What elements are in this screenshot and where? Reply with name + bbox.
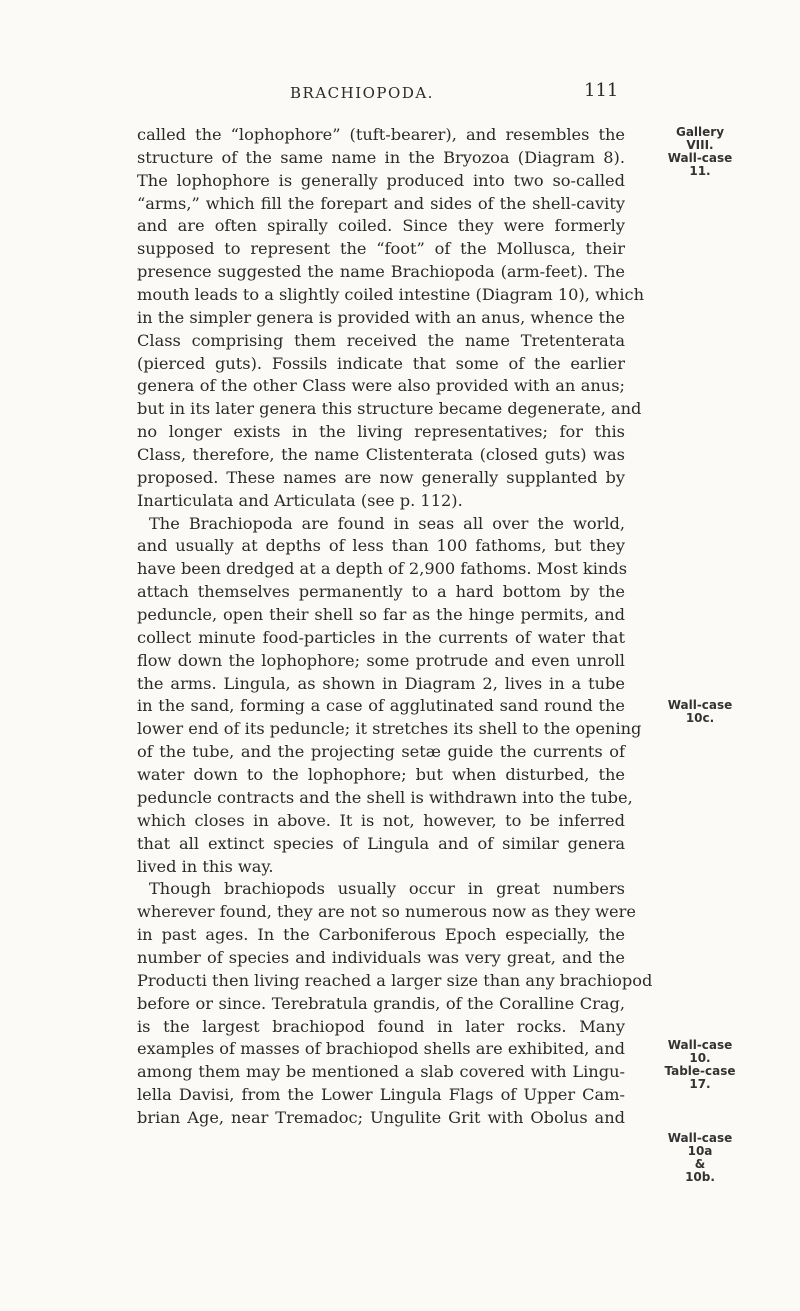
text-line: water down to the lophophore; but when disturbed, the [137,765,625,785]
text-line: peduncle contracts and the shell is withdrawn into the tube, [137,787,633,807]
margin-note-line: & [694,1157,706,1171]
text-line: have been dredged at a depth of 2,900 fathoms. Most kinds [137,559,628,579]
text-line: peduncle, open their shell so far as the hinge permits, and [137,605,625,625]
margin-note-line: 10. [689,1051,711,1065]
text-line: lived in this way. [137,856,274,876]
page-number: 111 [584,80,619,101]
text-line: among them may be mentioned a slab covered with Lingu- [137,1062,625,1082]
text-line: in the sand, forming a case of agglutinated sand round the [137,696,625,716]
margin-note-line: 17. [689,1077,711,1091]
text-line: examples of masses of brachiopod shells are exhibited, and [137,1039,625,1059]
text-line: in the simpler genera is provided with an anus, whence the [137,307,625,327]
margin-note-gallery [640,126,760,178]
text-line: lella Davisi, from the Lower Lingula Flags of Upper Cam- [137,1085,625,1105]
text-line: and are often spirally coiled. Since they were formerly [137,216,625,236]
text-line: attach themselves permanently to a hard bottom by the [137,582,625,602]
margin-note-wall-case-10 [640,1039,760,1091]
body-text [137,124,653,1130]
text-line: and usually at depths of less than 100 fathoms, but they [137,536,625,556]
text-line: before or since. Terebratula grandis, of the Coralline Crag, [137,993,625,1013]
text-line: flow down the lophophore; some protrude and even unroll [137,650,625,670]
margin-note-line: Table-case [664,1064,736,1078]
margin-note-line: Wall-case [667,1038,733,1052]
text-line: is the largest brachiopod found in later rocks. Many [137,1016,625,1036]
text-line: number of species and individuals was very great, and the [137,947,625,967]
margin-note-line: Wall-case [667,1131,733,1145]
margin-note-wall-case-10a-10b [640,1132,760,1184]
text-line: of the tube, and the projecting setæ guide the currents of [137,742,625,762]
text-line: wherever found, they are not so numerous now as they were [137,902,636,922]
text-line: Producti then living reached a larger size than any brachiopod [137,970,653,990]
text-line: (pierced guts). Fossils indicate that some of the earlier [137,353,625,373]
text-line: which closes in above. It is not, however, to be inferred [137,810,625,830]
margin-note-line: 10b. [685,1170,715,1184]
text-line: mouth leads to a slightly coiled intestine (Diagram 10), which [137,285,645,305]
text-line: lower end of its peduncle; it stretches its shell to the opening [137,719,642,739]
margin-note-wall-case-10c [640,699,760,725]
text-line: no longer exists in the living representatives; for this [137,422,625,442]
text-line: but in its later genera this structure became degenerate, and [137,399,642,419]
text-line: Class, therefore, the name Clistenterata (closed guts) was [137,445,625,465]
text-line: The lophophore is generally produced into two so-called [137,170,625,190]
text-line: supposed to represent the “foot” of the Mollusca, their [137,239,625,259]
margin-note-line: 10c. [685,711,715,725]
text-line: in past ages. In the Carboniferous Epoch especially, the [137,925,625,945]
text-line: Class comprising them received the name Tretenterata [137,330,625,350]
margin-note-line: Gallery [675,125,725,139]
text-line: presence suggested the name Brachiopoda (arm-feet). The [137,262,625,282]
running-head: BRACHIOPODA. [290,84,434,102]
text-line: collect minute food-particles in the currents of water that [137,627,625,647]
margin-note-line: VIII. [686,138,714,152]
text-line: called the “lophophore” (tuft-bearer), and resembles the [137,125,625,144]
text-line: Though brachiopods usually occur in great numbers [149,879,625,899]
margin-note-line: Wall-case [667,151,733,165]
text-line: brian Age, near Tremadoc; Ungulite Grit with Obolus and [137,1107,625,1127]
margin-note-line: 11. [689,164,711,178]
text-line: The Brachiopoda are found in seas all over the world, [149,513,625,533]
text-line: genera of the other Class were also provided with an anus; [137,376,625,396]
text-line: “arms,” which fill the forepart and sides of the shell-cavity [137,193,625,213]
text-line: proposed. These names are now generally supplanted by [137,467,625,487]
text-line: the arms. Lingula, as shown in Diagram 2, lives in a tube [137,673,625,693]
margin-note-line: Wall-case [667,698,733,712]
text-line: structure of the same name in the Bryozoa (Diagram 8). [137,147,625,167]
margin-note-line: 10a [687,1144,713,1158]
text-line: Inarticulata and Articulata (see p. 112). [137,490,463,510]
text-line: that all extinct species of Lingula and of similar genera [137,833,625,853]
